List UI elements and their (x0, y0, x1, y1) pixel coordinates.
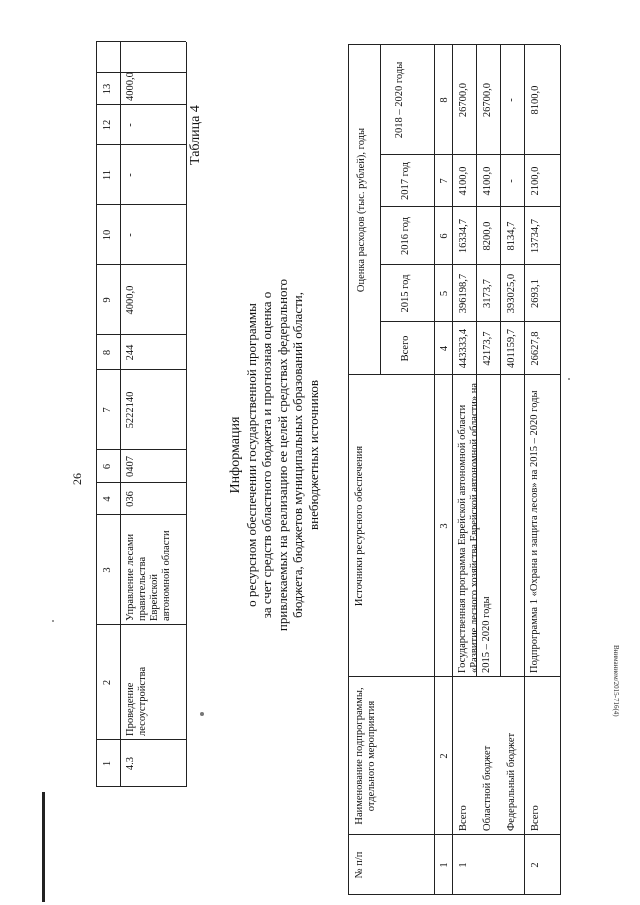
row-2017: 4100,0 (482, 166, 493, 196)
top-row-c7: 5222140 (125, 391, 136, 429)
row-2015: 396198,7 (458, 273, 469, 314)
col-number: 7 (439, 178, 450, 184)
row-2016: 16334,7 (458, 218, 469, 254)
row-2015: 3173,7 (482, 279, 493, 308)
row-2015: 2693,1 (530, 279, 541, 308)
title-block (228, 135, 321, 775)
col-number: 8 (439, 97, 450, 103)
title-line: внебюджетных источников (305, 380, 321, 530)
top-col-3: 3 (102, 567, 113, 573)
top-col-13: 13 (102, 83, 113, 95)
top-row-num: 4.3 (125, 756, 136, 771)
page-number: 26 (70, 473, 84, 485)
row-2017: 4100,0 (458, 166, 469, 196)
row-2017: 2100,0 (530, 166, 541, 196)
col-number: 4 (439, 345, 450, 352)
row-2018: - (506, 98, 517, 102)
row-source: Областной бюджет (482, 745, 493, 831)
top-col-4: 4 (102, 496, 113, 502)
top-row-c4: 036 (125, 491, 136, 507)
scan-margin-mark (42, 792, 45, 902)
top-col-11: 11 (102, 169, 113, 181)
top-row-c11: - (125, 173, 136, 177)
row-name: Подпрограмма 1 «Охрана и защита лесов» на 2015 – 2020 годы (529, 390, 540, 673)
col-number: 2 (439, 753, 450, 759)
title-line: о ресурсном обеспечении государственной программы (243, 303, 259, 607)
row-2015: 393025,0 (506, 273, 517, 314)
header-2017: 2017 год (400, 162, 411, 200)
row-2017: - (506, 179, 517, 183)
top-row-c13: 4000,0 (125, 72, 136, 101)
scan-speck (52, 620, 54, 622)
row-num: 2 (530, 862, 541, 868)
top-row-c12: - (125, 123, 136, 127)
top-col-6: 6 (102, 463, 113, 470)
row-2016: 8134,7 (506, 221, 517, 251)
row-name: Государственная программа Еврейской автономной области «Развитие лесного хозяйства Еврейской автономной области» на 2015 – 2020 годы (457, 383, 492, 673)
row-num: 1 (458, 862, 469, 868)
row-2018: 26700,0 (458, 82, 469, 118)
header-source: Источники ресурсного обеспечения (354, 445, 365, 607)
header-2015: 2015 год (400, 274, 411, 313)
col-number: 5 (439, 290, 450, 297)
row-total: 42173,7 (482, 331, 493, 366)
top-row-c10: - (125, 233, 136, 237)
row-total: 443333,4 (458, 328, 469, 369)
top-col-2: 2 (102, 679, 113, 686)
table-label: Таблица 4 (188, 105, 203, 165)
scan-speck (200, 712, 204, 716)
row-2018: 26700,0 (482, 82, 493, 118)
top-col-1: 1 (102, 760, 113, 767)
scan-speck (568, 378, 570, 380)
title-heading: Информация (228, 416, 243, 494)
row-source: Всего (530, 805, 541, 831)
header-estimate: Оценка расходов (тыс. рублей), годы (356, 127, 367, 293)
col-number: 1 (439, 862, 450, 868)
header-2018: 2018 – 2020 годы (394, 61, 405, 139)
top-row-c9: 4000,0 (125, 285, 136, 315)
row-total: 401159,7 (506, 329, 517, 368)
top-row-executor: Управление лесами правительства Еврейской автономной области (125, 530, 172, 621)
top-col-10: 10 (102, 229, 113, 241)
row-source: Всего (458, 805, 469, 831)
row-2016: 13734,7 (530, 218, 541, 254)
row-source: Федеральный бюджет (506, 732, 517, 831)
header-name: Наименование подпрограммы, отдельного мероприятия (354, 687, 377, 825)
header-total: Всего (400, 335, 411, 362)
title-line: за счет средств областного бюджета и прогнозная оценка о (259, 291, 274, 619)
title-line: бюджета, бюджетов муниципальных образований области, (290, 292, 305, 618)
top-col-12: 12 (102, 119, 113, 131)
col-number: 6 (439, 233, 450, 239)
footer-code: Вниманием/2015-716(4) (612, 645, 620, 717)
top-col-8: 8 (102, 349, 113, 356)
row-2016: 8200,0 (482, 221, 493, 251)
row-2018: 8100,0 (530, 85, 541, 115)
top-col-9: 9 (102, 297, 113, 303)
top-row-c8: 244 (125, 344, 136, 361)
col-number: 3 (439, 523, 450, 529)
header-2016: 2016 год (400, 217, 411, 255)
top-row-c6: 0407 (125, 456, 136, 477)
top-row-name: Проведение лесоустройства (125, 666, 148, 736)
row-total: 26627,8 (530, 331, 541, 366)
title-line: привлекаемых на реализацию ее целей средствах федерального (274, 278, 290, 632)
top-col-7: 7 (102, 407, 113, 413)
header-num: № п/п (354, 851, 365, 879)
